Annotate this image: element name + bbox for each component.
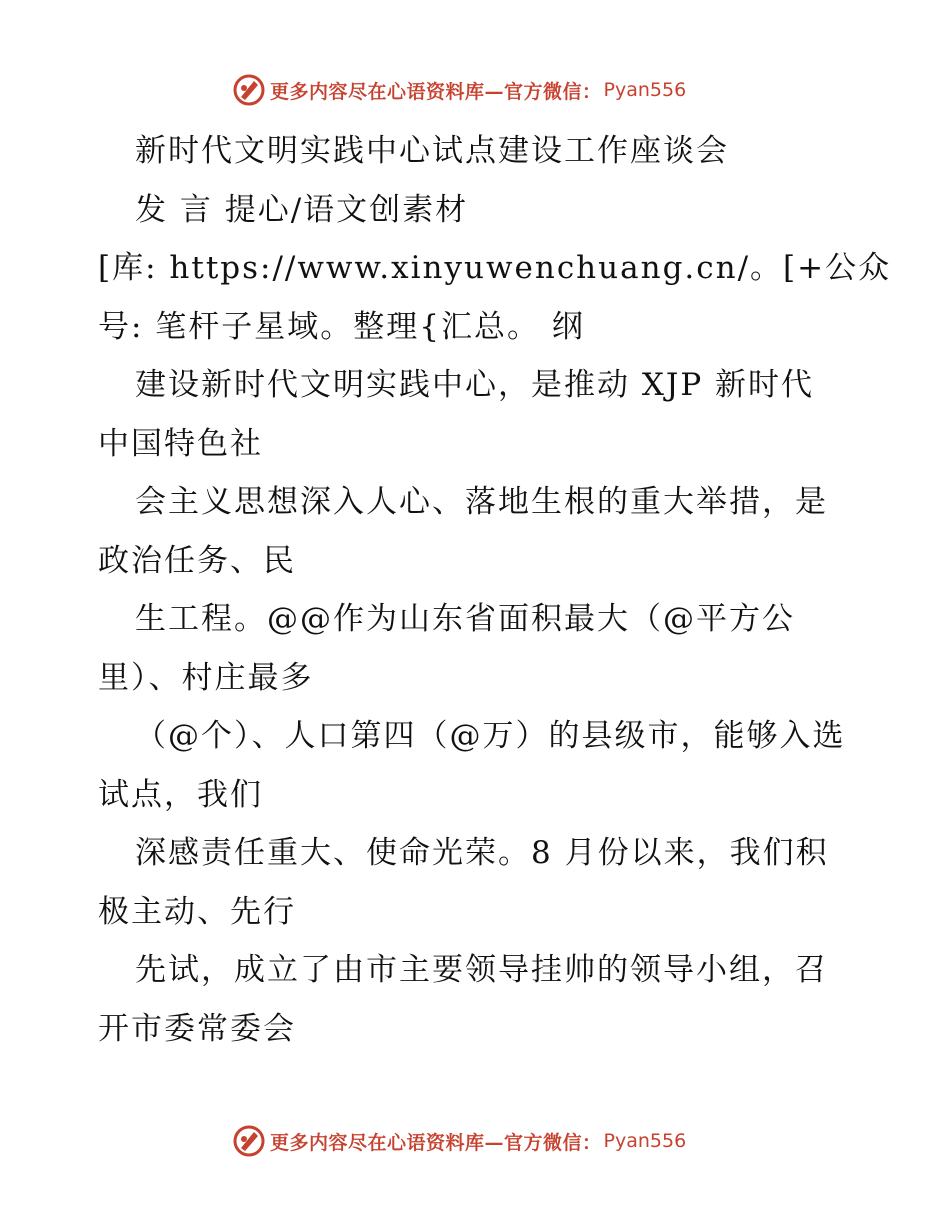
text-line: 会主义思想深入人心、落地生根的重大举措，是: [135, 484, 828, 520]
text-line: 新时代文明实践中心试点建设工作座谈会: [135, 133, 729, 169]
banner-wechat-id: Pyan556: [603, 79, 687, 101]
text-line: 深感责任重大、使命光荣。8 月份以来，我们积: [135, 835, 829, 871]
text-line: （@个）、人口第四（@万）的县级市，能够入选: [135, 718, 846, 754]
text-line: 试点，我们: [98, 776, 263, 813]
banner-text: 更多内容尽在心语资料库—官方微信：: [270, 1131, 602, 1154]
text-line: 发 言 提心/语文创素材: [135, 191, 469, 228]
text-line: 政治任务、民: [98, 542, 296, 579]
logo-icon: [232, 73, 266, 107]
text-line: 建设新时代文明实践中心，是推动 XJP 新时代: [135, 367, 815, 403]
text-line: 开市委常委会: [98, 1010, 296, 1047]
document-body: [98, 122, 892, 1058]
text-line: 生工程。@@作为山东省面积最大（@平方公: [135, 601, 795, 637]
text-line: 中国特色社: [98, 425, 263, 462]
text-line: 里）、村庄最多: [98, 659, 314, 696]
logo-icon: [232, 1124, 266, 1158]
footer-banner: [232, 1124, 686, 1158]
header-banner: [232, 73, 686, 107]
text-line: 号: 笔杆子星域。整理{汇总。 纲: [98, 308, 585, 345]
banner-text: 更多内容尽在心语资料库—官方微信：: [270, 80, 602, 103]
banner-wechat-id: Pyan556: [603, 1130, 687, 1152]
text-line: [库: https://www.xinyuwenchuang.cn/。[+公众: [98, 250, 892, 286]
text-line: 极主动、先行: [98, 893, 296, 930]
text-line: 先试，成立了由市主要领导挂帅的领导小组，召: [135, 952, 828, 988]
